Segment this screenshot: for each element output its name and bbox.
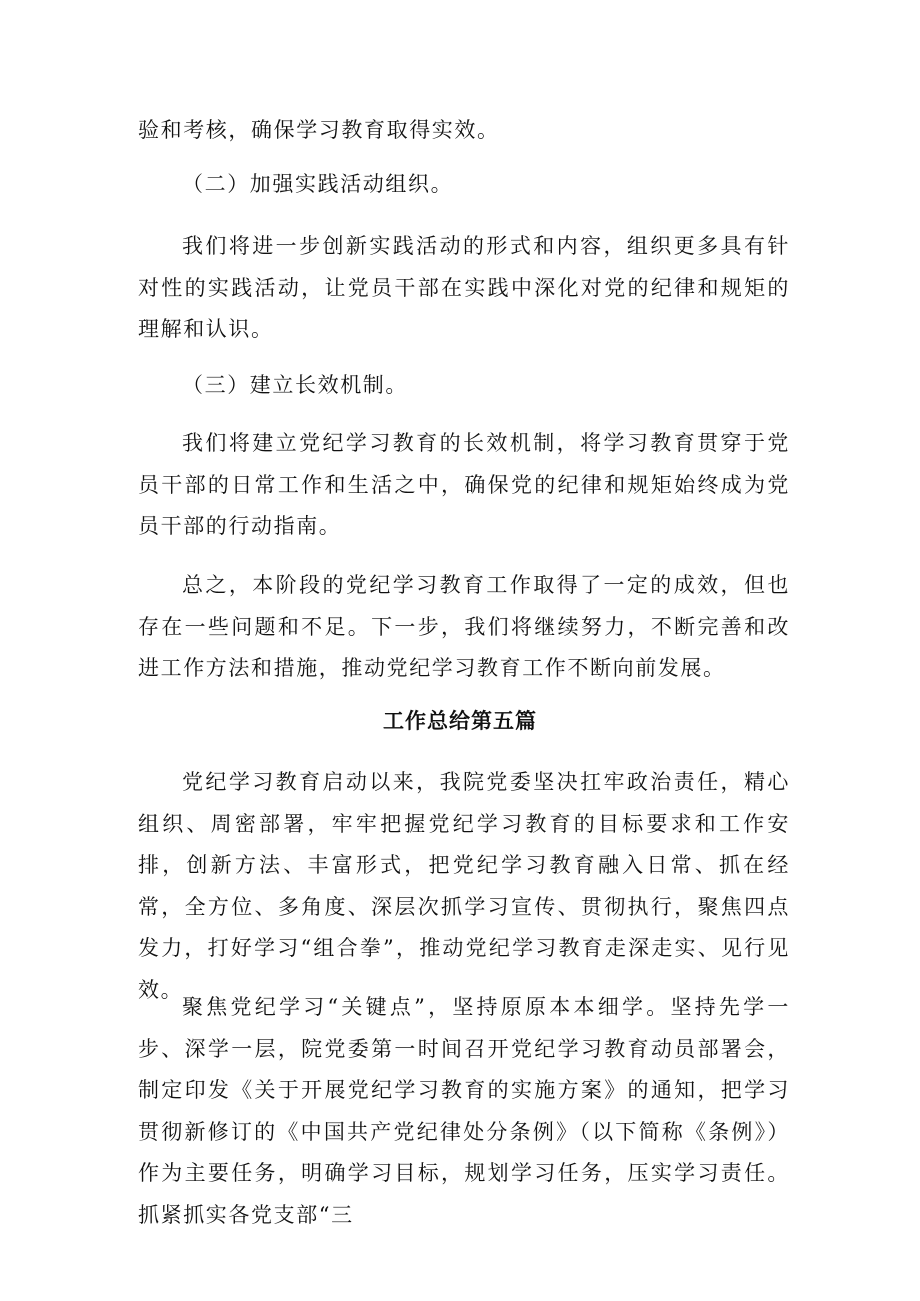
- continuation-paragraph: 验和考核，确保学习教育取得实效。: [138, 118, 500, 142]
- section-3-subheading: （三）建立长效机制。: [182, 373, 408, 397]
- chapter-5-heading: 工作总给第五篇: [383, 708, 537, 733]
- section-2-subheading: （二）加强实践活动组织。: [182, 172, 454, 196]
- chapter-5-paragraph-2: 聚焦党纪学习“关键点”，坚持原原本本细学。坚持先学一步、深学一层，院党委第一时间召开党纪学习教育动员部署会，制定印发《关于开展党纪学习教育的实施方案》的通知，把学习贯彻新修订的《中国共产党纪律处分条例》（以下简称《条例》）作为主要任务，明确学习目标，规划学习任务，压实学习责任。抓紧抓实各党支部“三: [138, 995, 790, 1227]
- chapter-5-paragraph-1: 党纪学习教育启动以来，我院党委坚决扛牢政治责任，精心组织、周密部署，牢牢把握党纪学习教育的目标要求和工作安排，创新方法、丰富形式，把党纪学习教育融入日常、抓在经常，全方位、多角度、深层次抓学习宣传、贯彻执行，聚焦四点发力，打好学习“组合拳”，推动党纪学习教育走深走实、见行见效。: [138, 770, 790, 1002]
- section-2-paragraph: 我们将进一步创新实践活动的形式和内容，组织更多具有针对性的实践活动，让党员干部在实践中深化对党的纪律和规矩的理解和认识。: [138, 234, 790, 341]
- summary-paragraph: 总之，本阶段的党纪学习教育工作取得了一定的成效，但也存在一些问题和不足。下一步，我们将继续努力，不断完善和改进工作方法和措施，推动党纪学习教育工作不断向前发展。: [138, 573, 790, 680]
- section-3-paragraph: 我们将建立党纪学习教育的长效机制，将学习教育贯穿于党员干部的日常工作和生活之中，确保党的纪律和规矩始终成为党员干部的行动指南。: [138, 431, 790, 538]
